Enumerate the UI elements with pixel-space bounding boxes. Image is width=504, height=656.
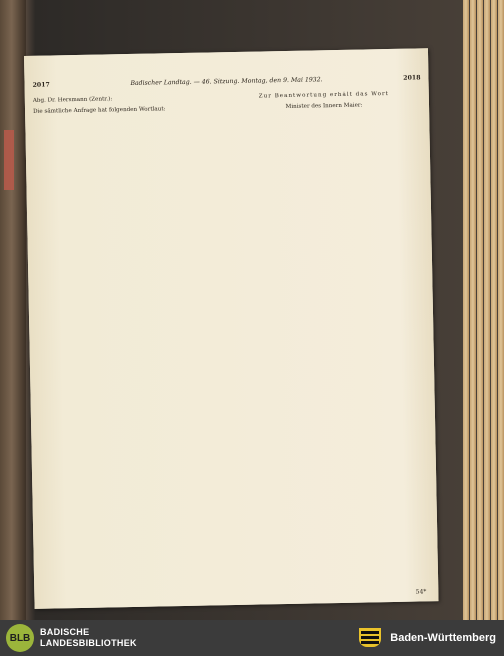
- book-spine: [0, 0, 26, 620]
- document-page: [24, 48, 439, 609]
- right-page-number: 2018: [403, 74, 421, 82]
- page-edge: [463, 0, 469, 620]
- running-header: [32, 74, 420, 91]
- blb-logo[interactable]: [6, 624, 137, 652]
- signature-mark: 54*: [415, 588, 427, 596]
- page-edge: [498, 0, 504, 620]
- bw-logo[interactable]: [356, 626, 496, 650]
- paragraph: Minister des Innern Maier:: [285, 102, 363, 111]
- blb-logo-icon: BLB: [6, 624, 34, 652]
- page-edge: [477, 0, 483, 620]
- blb-name-line2: LANDESBIBLIOTHEK: [40, 638, 137, 648]
- page-edge: [491, 0, 497, 620]
- paragraph: Abg. Dr. Hersmann (Zentr.):: [32, 96, 113, 104]
- spine-tag: [4, 130, 14, 190]
- paragraph: Die sämtliche Anfrage hat folgenden Wortlaut:: [33, 106, 166, 115]
- library-footer: [0, 620, 504, 656]
- blb-name-line1: BADISCHE: [40, 627, 90, 637]
- page-edge: [470, 0, 476, 620]
- bw-crest-icon: [356, 626, 384, 650]
- blb-name: [40, 627, 137, 649]
- paragraph: Zur Beantwortung erhält das Wort: [258, 91, 389, 100]
- running-title: Badischer Landtag. — 46. Sitzung. Montag, den 9. Mai 1932.: [130, 76, 323, 87]
- left-page-number: 2017: [32, 81, 50, 89]
- page-edge: [484, 0, 490, 620]
- bw-name: Baden-Württemberg: [390, 632, 496, 644]
- left-column: [33, 94, 221, 597]
- right-column: [235, 91, 423, 594]
